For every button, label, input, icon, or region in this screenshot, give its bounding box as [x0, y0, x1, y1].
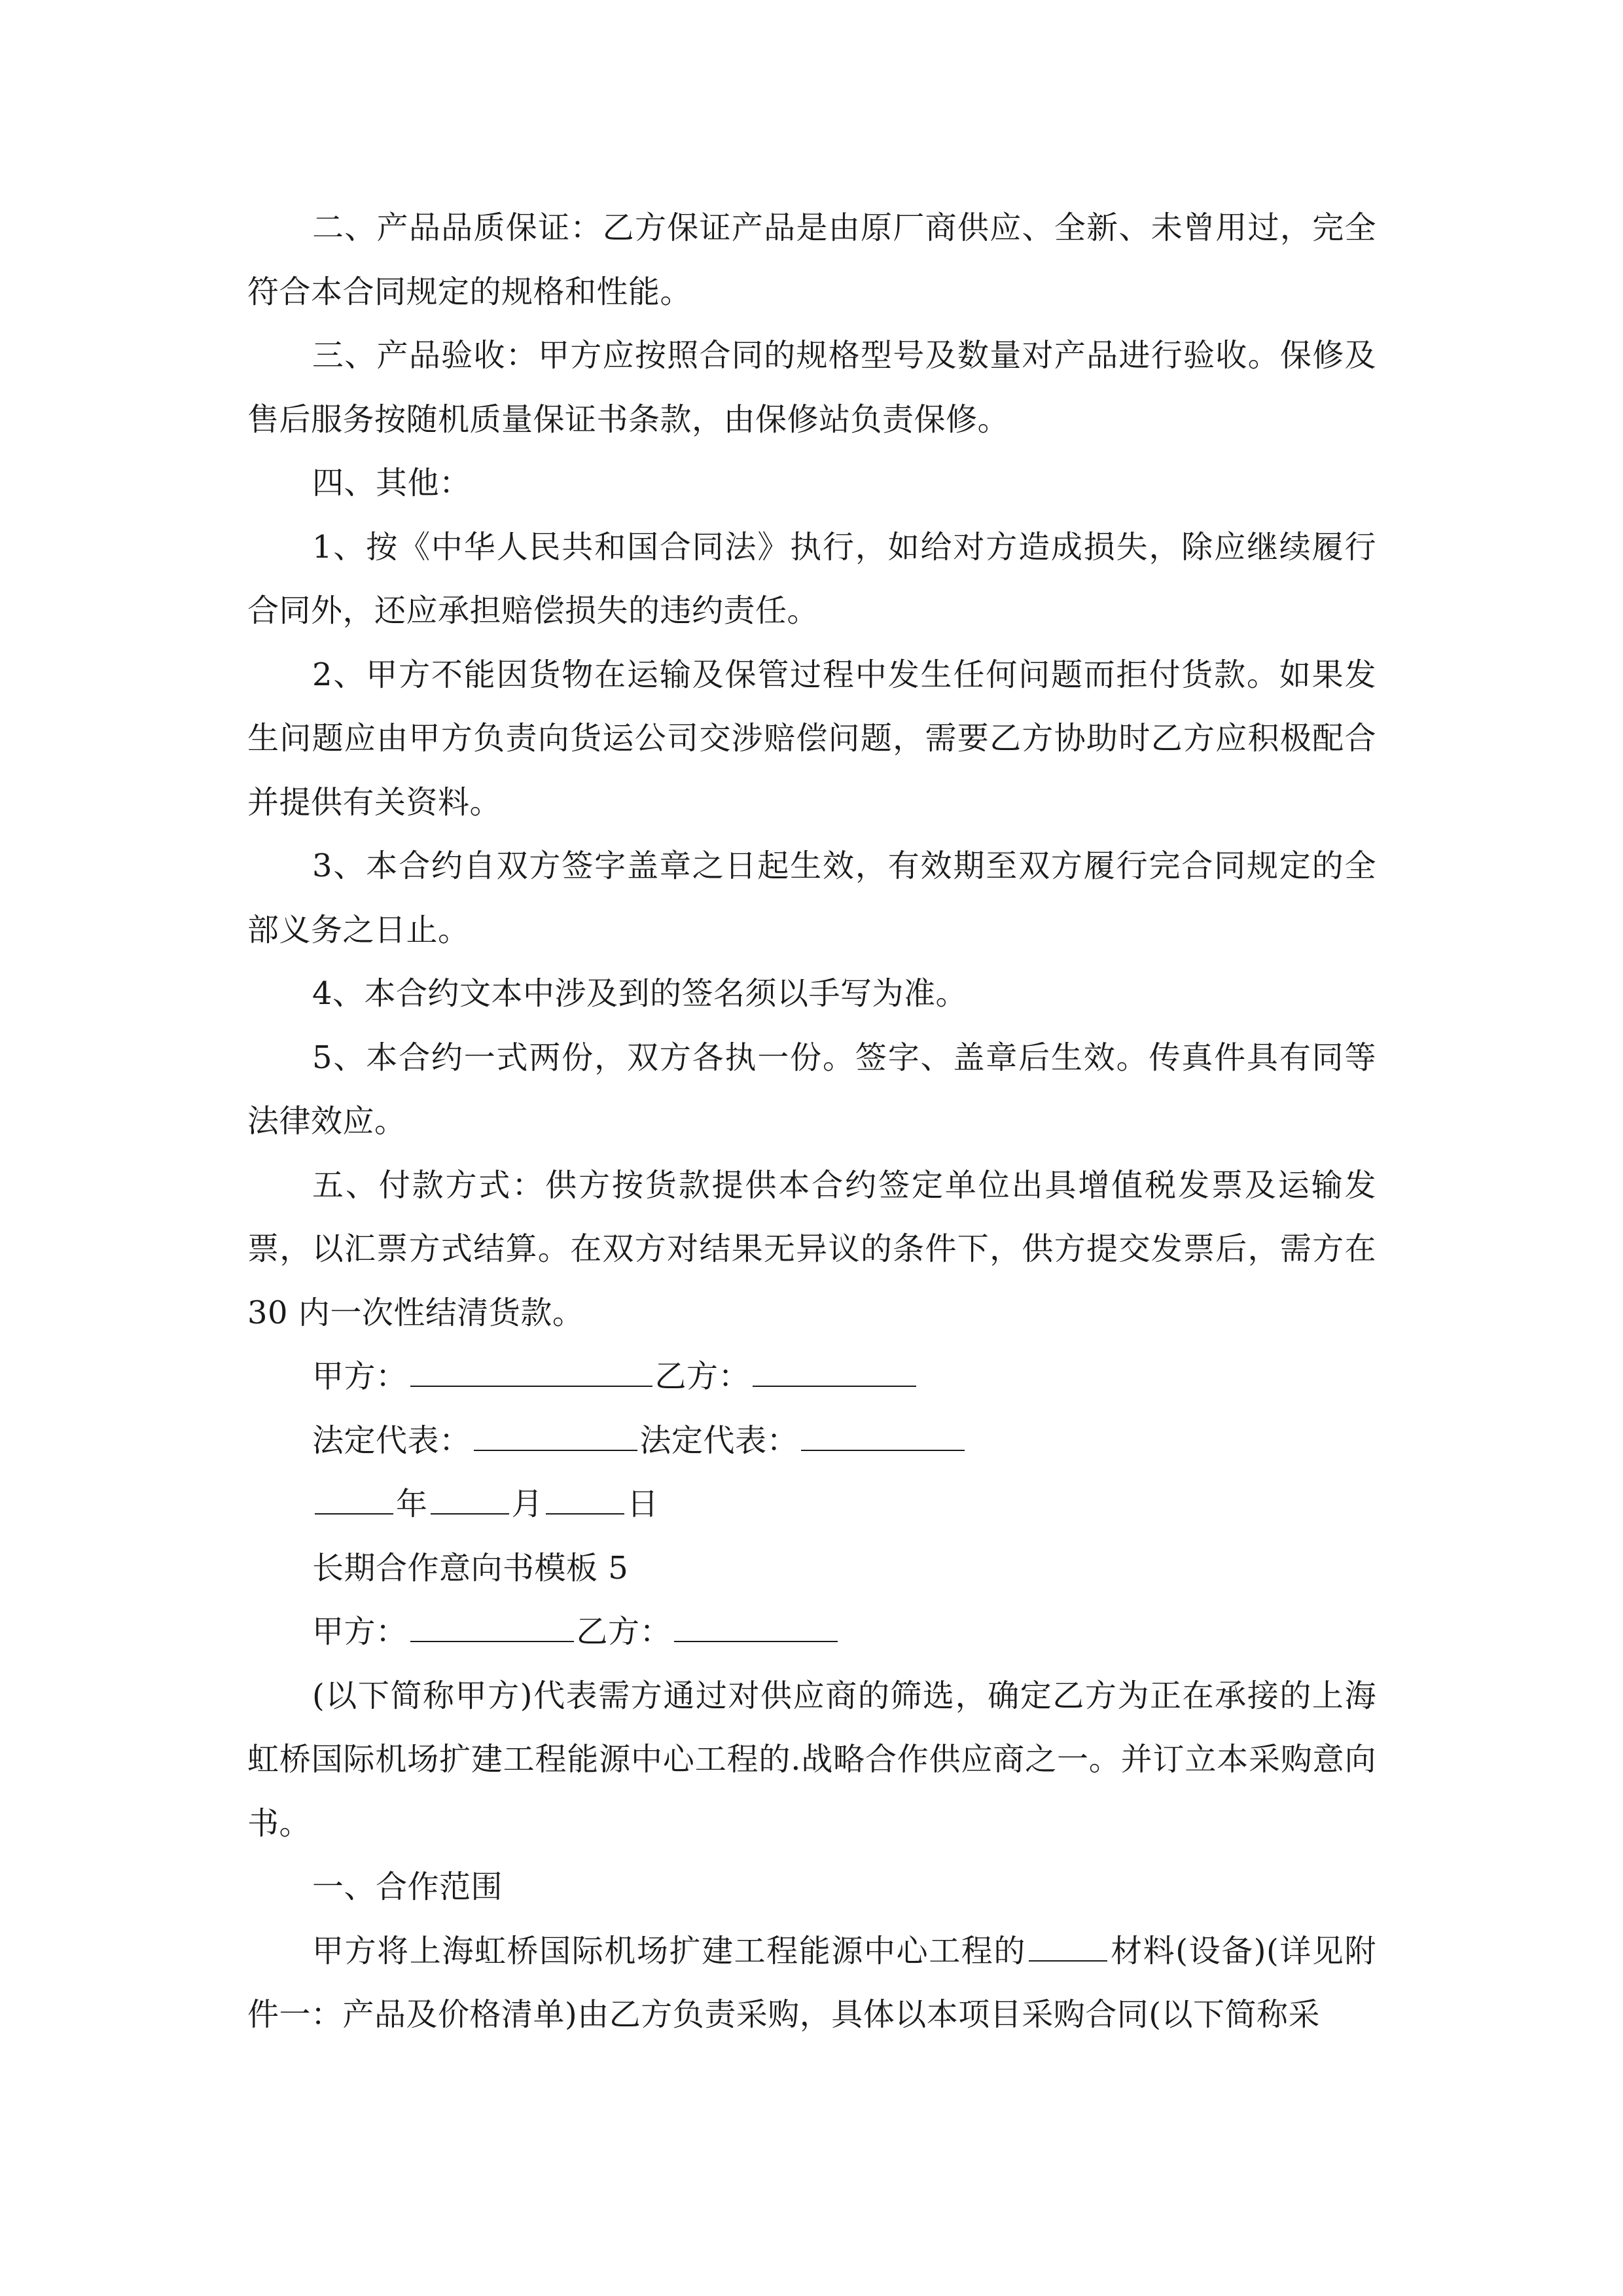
paragraph-product-acceptance: 三、产品验收：甲方应按照合同的规格型号及数量对产品进行验收。保修及售后服务按随机质量保证书条款，由保修站负责保修。 [247, 337, 1376, 438]
signature-representatives-line [247, 1409, 1376, 1473]
year-blank [315, 1487, 393, 1515]
party-b-label: 乙方： [654, 1358, 751, 1395]
paragraph-quality-guarantee: 二、产品品质保证：乙方保证产品是由原厂商供应、全新、未曾用过，完全符合本合同规定的规格和性能。 [247, 209, 1376, 310]
template-title: 长期合作意向书模板 5 [312, 1549, 629, 1587]
signature-parties-line [247, 1345, 1376, 1409]
party-a-blank-2 [410, 1615, 574, 1642]
rep-a-label: 法定代表： [312, 1422, 471, 1459]
scope-text-before: 甲方将上海虹桥国际机场扩建工程能源中心工程的 [312, 1932, 1026, 1969]
material-blank [1029, 1934, 1107, 1962]
party-a-label: 甲方： [312, 1358, 408, 1395]
document-body [247, 196, 1387, 2047]
party-a-label-2: 甲方： [312, 1613, 408, 1650]
rep-b-label: 法定代表： [639, 1422, 799, 1459]
party-a-blank [410, 1359, 652, 1387]
paragraph-clause-2: 2、甲方不能因货物在运输及保管过程中发生任何问题而拒付货款。如果发生问题应由甲方负责向货运公司交涉赔偿问题，需要乙方协助时乙方应积极配合并提供有关资料。 [247, 656, 1376, 821]
party-b-label-2: 乙方： [576, 1613, 672, 1650]
party-b-blank [753, 1359, 916, 1387]
paragraph-scope [247, 1920, 1376, 2047]
paragraph-intro: (以下简称甲方)代表需方通过对供应商的筛选，确定乙方为正在承接的上海虹桥国际机场扩建工程能源中心工程的.战略合作供应商之一。并订立本采购意向书。 [247, 1677, 1376, 1842]
scope-text-after: 材料(设备)(详见附件一：产品及价格清单)由乙方负责采购，具体以本项目采购合同(以下简称采 [247, 1932, 1376, 2033]
paragraph-clause-1: 1、按《中华人民共和国合同法》执行，如给对方造成损失，除应继续履行合同外，还应承担赔偿损失的违约责任。 [247, 528, 1376, 629]
section-one-heading: 一、合作范围 [312, 1869, 503, 1905]
paragraph-clause-5: 5、本合约一式两份，双方各执一份。签字、盖章后生效。传真件具有同等法律效应。 [247, 1039, 1376, 1139]
paragraph-clause-3: 3、本合约自双方签字盖章之日起生效，有效期至双方履行完合同规定的全部义务之日止。 [247, 848, 1376, 948]
year-label: 年 [396, 1486, 428, 1522]
month-label: 月 [511, 1486, 544, 1522]
paragraph-clause-4: 4、本合约文本中涉及到的签名须以手写为准。 [312, 975, 968, 1012]
rep-a-blank [474, 1424, 637, 1451]
rep-b-blank [801, 1424, 965, 1451]
paragraph-payment-terms: 五、付款方式：供方按货款提供本合约签定单位出具增值税发票及运输发票，以汇票方式结算。在双方对结果无异议的条件下，供方提交发票后，需方在 30 内一次性结清货款。 [247, 1166, 1387, 1331]
day-label: 日 [627, 1486, 659, 1522]
month-blank [431, 1487, 509, 1515]
paragraph-others-heading: 四、其他： [312, 465, 471, 501]
day-blank [546, 1487, 624, 1515]
party-b-blank-2 [674, 1615, 838, 1642]
signature-parties-line-2 [247, 1600, 1376, 1664]
signature-date-line [247, 1473, 1376, 1537]
